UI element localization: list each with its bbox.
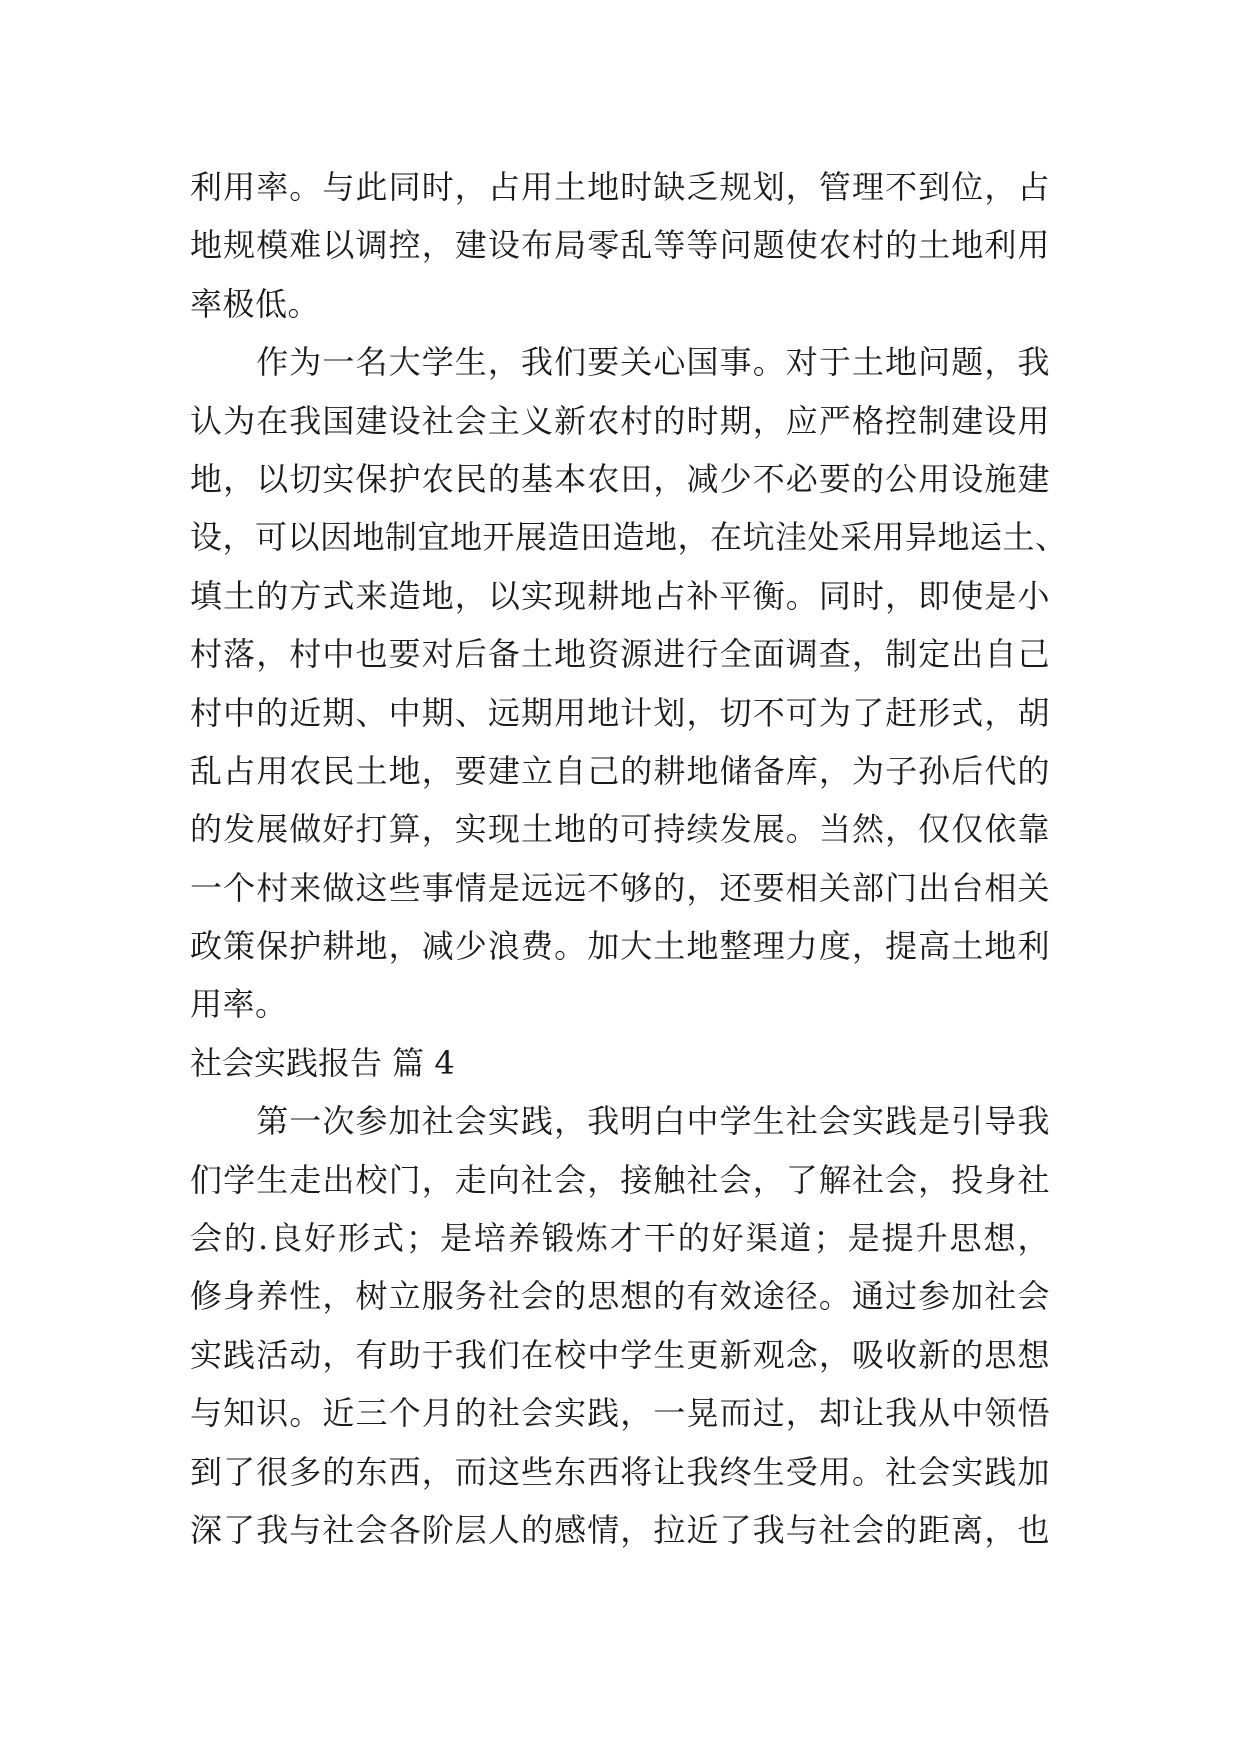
text-line: 政策保护耕地，减少浪费。加大土地整理力度，提高土地利 xyxy=(190,927,1050,966)
text-line: 填土的方式来造地，以实现耕地占补平衡。同时，即使是小 xyxy=(190,576,1050,615)
text-line: 利用率。与此同时，占用土地时缺乏规划，管理不到位，占 xyxy=(190,168,1050,206)
paragraph-social-practice xyxy=(190,1092,1050,1559)
text-line: 第一次参加社会实践，我明白中学生社会实践是引导我 xyxy=(190,1102,1050,1141)
text-line: 村落，村中也要对后备土地资源进行全面调查，制定出自己 xyxy=(190,635,1050,674)
document-body xyxy=(190,158,1068,1559)
text-line: 率极低。 xyxy=(190,284,321,323)
text-line: 们学生走出校门，走向社会，接触社会，了解社会，投身社 xyxy=(190,1160,1050,1199)
text-line: 作为一名大学生，我们要关心国事。对于土地问题，我 xyxy=(190,343,1050,382)
text-line: 村中的近期、中期、远期用地计划，切不可为了赶形式，胡 xyxy=(190,693,1050,732)
section-heading: 社会实践报告 篇 4 xyxy=(190,1043,455,1082)
text-line: 修身养性，树立服务社会的思想的有效途径。通过参加社会 xyxy=(190,1277,1050,1316)
text-line: 用率。 xyxy=(190,985,288,1024)
text-line: 乱占用农民土地，要建立自己的耕地储备库，为子孙后代的 xyxy=(190,751,1050,790)
text-line: 实践活动，有助于我们在校中学生更新观念，吸收新的思想 xyxy=(190,1335,1050,1374)
text-line: 地规模难以调控，建设布局零乱等等问题使农村的土地利用 xyxy=(190,226,1050,265)
text-line: 深了我与社会各阶层人的感情，拉近了我与社会的距离，也 xyxy=(190,1510,1050,1549)
text-line: 到了很多的东西，而这些东西将让我终生受用。社会实践加 xyxy=(190,1452,1050,1491)
text-line: 会的.良好形式；是培养锻炼才干的好渠道；是提升思想， xyxy=(190,1219,1050,1258)
text-line: 认为在我国建设社会主义新农村的时期，应严格控制建设用 xyxy=(190,401,1050,440)
text-line: 地，以切实保护农民的基本农田，减少不必要的公用设施建 xyxy=(190,459,1050,498)
paragraph-land-use-ending xyxy=(190,158,1050,333)
text-line: 与知识。近三个月的社会实践，一晃而过，却让我从中领悟 xyxy=(190,1394,1050,1433)
text-line: 一个村来做这些事情是远远不够的，还要相关部门出台相关 xyxy=(190,868,1050,907)
text-line: 设，可以因地制宜地开展造田造地，在坑洼处采用异地运土、 xyxy=(190,518,1068,557)
paragraph-student-opinion xyxy=(190,333,1068,1034)
text-line: 的发展做好打算，实现土地的可持续发展。当然，仅仅依靠 xyxy=(190,810,1050,849)
